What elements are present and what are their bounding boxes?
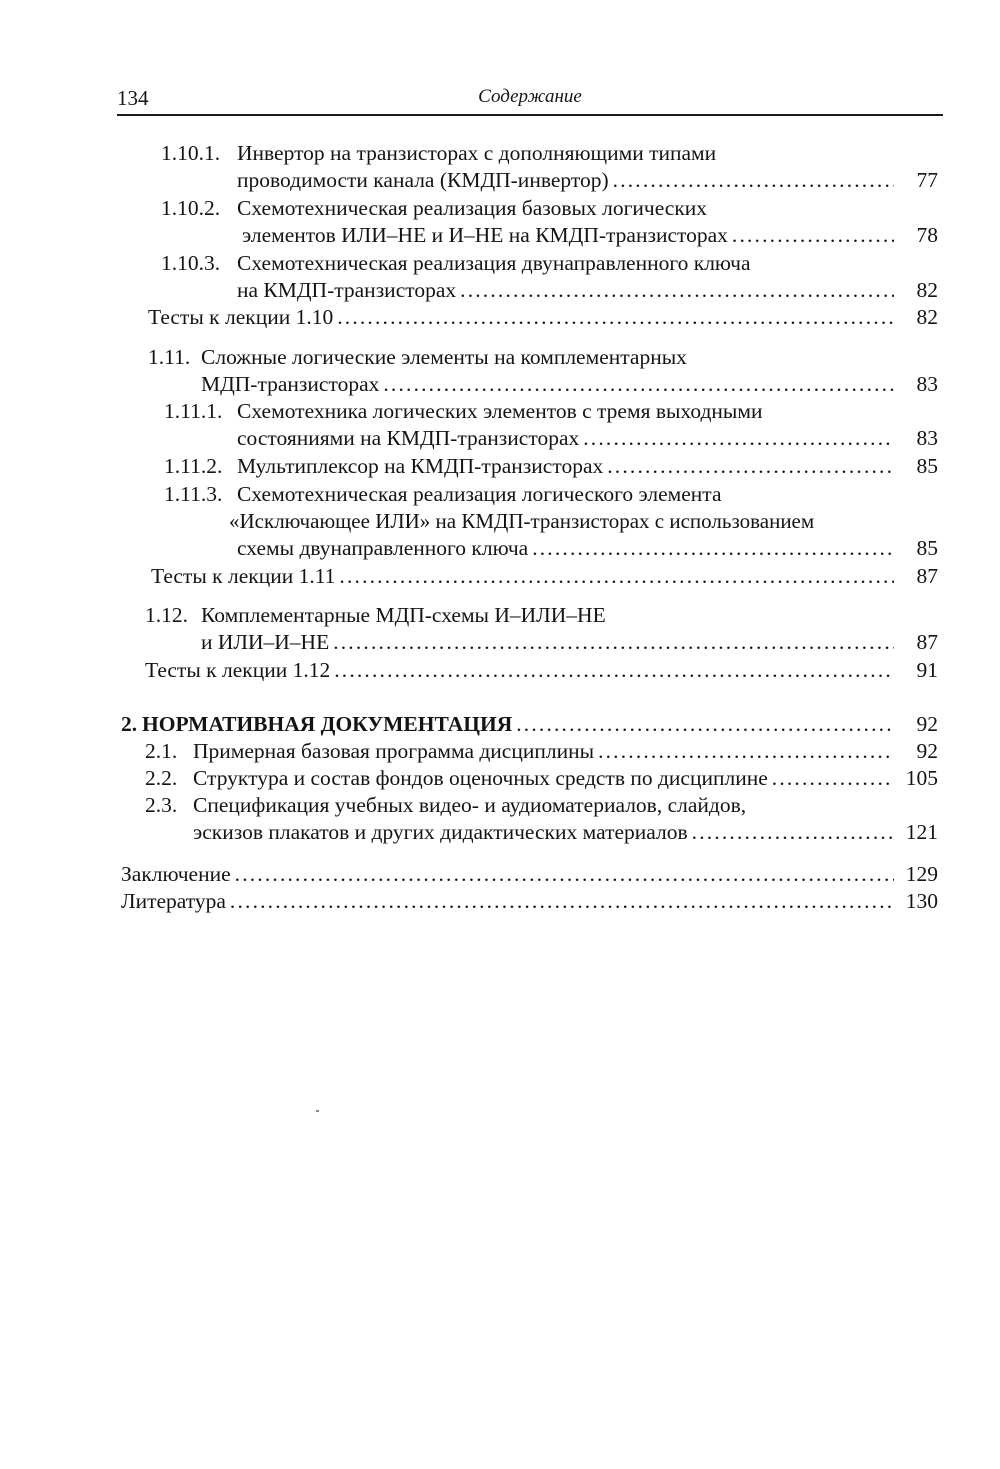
dot-leader [692,818,894,846]
toc-entry-number: 1.10.3. [161,251,221,275]
toc-entry-title: элементов ИЛИ–НЕ и И–НЕ на КМДП-транзисторах [242,223,728,247]
toc-entry-1-10-3-cont[interactable] [0,276,1000,304]
toc-page-number: 87 [916,564,938,588]
toc-entry-1-10-2-cont[interactable] [0,221,1000,249]
toc-page-number: 129 [905,862,938,886]
toc-entry-title: Литература [121,889,226,913]
toc-page-number: 130 [905,889,938,913]
toc-entry-2-2[interactable] [0,764,1000,792]
toc-entry-title: Тесты к лекции 1.10 [148,305,334,329]
dot-leader [732,221,894,249]
toc-leader-line [237,452,898,480]
dot-leader [460,276,894,304]
toc-leader-line [237,276,898,304]
dot-leader [598,737,894,765]
toc-entry-1-11-cont[interactable] [0,370,1000,398]
toc-entry-title: «Исключающее ИЛИ» на КМДП-транзисторах с использованием [229,509,815,533]
toc-leader-line [201,628,898,656]
toc-entry-title: проводимости канала (КМДП-инвертор) [237,168,609,192]
toc-entry-1-11-1[interactable] [0,397,1000,425]
toc-entry-title: и ИЛИ–И–НЕ [201,630,330,654]
dot-leader [532,534,894,562]
toc-entry-title: Спецификация учебных видео- и аудиоматериалов, слайдов, [193,793,747,817]
toc-leader-line [242,221,898,249]
dot-leader [339,562,894,590]
toc-page-number: 77 [916,168,938,192]
toc-page-number: 92 [916,712,938,736]
toc-entry-1-12-cont[interactable] [0,628,1000,656]
toc-entry-number: 2.3. [145,793,178,817]
toc-entry-title: Тесты к лекции 1.11 [151,564,336,588]
toc-entry-title: Сложные логические элементы на комплементарных [201,345,687,369]
toc-leader-line [201,370,898,398]
toc-leader-line [145,656,898,684]
toc-leader-line [121,887,898,915]
toc-leader-line [151,562,898,590]
toc-entry-number: 2.2. [145,766,178,790]
toc-entry-number: 1.11.3. [164,482,223,506]
toc-entry-number: 1.11. [148,345,191,369]
toc-entry-1-11-3-cont[interactable] [0,507,1000,535]
dot-leader [235,860,894,888]
toc-page-number: 83 [916,426,938,450]
toc-entry-1-10-2[interactable] [0,194,1000,222]
toc-entry-title: Примерная базовая программа дисциплины [193,739,595,763]
toc-leader-line [237,424,898,452]
toc-entry-1-10-1-cont[interactable] [0,166,1000,194]
dot-leader [607,452,894,480]
toc-entry-title: НОРМАТИВНАЯ ДОКУМЕНТАЦИЯ [142,712,513,736]
dot-leader [337,303,894,331]
toc-leader-line [193,737,898,765]
toc-entry-1-12[interactable] [0,601,1000,629]
toc-page-number: 105 [905,766,938,790]
toc-entry-title: МДП-транзисторах [201,372,380,396]
stray-print-mark [316,1110,319,1112]
toc-section-2[interactable] [0,710,1000,738]
toc-page-number: 82 [916,305,938,329]
dot-leader [583,424,894,452]
dot-leader [230,887,894,915]
toc-entry-title: схемы двунаправленного ключа [237,536,529,560]
dot-leader [516,710,894,738]
toc-entry-1-11-1-cont[interactable] [0,424,1000,452]
toc-page-number: 78 [916,223,938,247]
toc-page-number: 83 [916,372,938,396]
toc-leader-line [193,818,898,846]
toc-entry-title: Инвертор на транзисторах с дополняющими типами [237,141,717,165]
running-title: Содержание [478,86,582,107]
toc-page-number: 91 [916,658,938,682]
toc-entry-1-10-3[interactable] [0,249,1000,277]
toc-page-number: 92 [916,739,938,763]
toc-entry-number: 1.12. [145,603,188,627]
toc-entry-tests-1-12[interactable] [0,656,1000,684]
toc-page-number: 85 [916,454,938,478]
toc-leader-line [121,860,898,888]
toc-leader-line [193,764,898,792]
toc-entry-number: 2.1. [145,739,178,763]
toc-entry-tests-1-11[interactable] [0,562,1000,590]
toc-page-number: 87 [916,630,938,654]
toc-entry-1-11-2[interactable] [0,452,1000,480]
toc-leader-line [142,710,898,738]
toc-entry-title: на КМДП-транзисторах [237,278,457,302]
toc-entry-title: Заключение [121,862,231,886]
toc-leader-line [237,534,898,562]
toc-entry-title: Структура и состав фондов оценочных средств по дисциплине [193,766,768,790]
toc-entry-1-10-1[interactable] [0,139,1000,167]
dot-leader [334,656,894,684]
toc-entry-2-3-cont[interactable] [0,818,1000,846]
toc-page-number: 85 [916,536,938,560]
toc-entry-title: Комплементарные МДП-схемы И–ИЛИ–НЕ [201,603,606,627]
toc-entry-title: состояниями на КМДП-транзисторах [237,426,580,450]
dot-leader [383,370,894,398]
toc-entry-2-1[interactable] [0,737,1000,765]
dot-leader [772,764,894,792]
page-number: 134 [117,86,149,110]
toc-entry-1-11-3-cont2[interactable] [0,534,1000,562]
toc-entry-number: 1.11.2. [164,454,223,478]
toc-page-number: 82 [916,278,938,302]
toc-entry-tests-1-10[interactable] [0,303,1000,331]
toc-entry-number: 1.11.1. [164,399,223,423]
toc-entry-title: Тесты к лекции 1.12 [145,658,331,682]
toc-entry-1-11[interactable] [0,343,1000,371]
toc-entry-number: 1.10.2. [161,196,221,220]
toc-entry-title: эскизов плакатов и других дидактических материалов [193,820,688,844]
toc-page-number: 121 [905,820,938,844]
toc-entry-conclusion[interactable] [0,860,1000,888]
dot-leader [333,628,894,656]
toc-entry-literature[interactable] [0,887,1000,915]
toc-entry-title: Схемотехническая реализация логического элемента [237,482,722,506]
dot-leader [613,166,894,194]
toc-entry-title: Мультиплексор на КМДП-транзисторах [237,454,604,478]
toc-entry-1-11-3[interactable] [0,480,1000,508]
toc-entry-2-3[interactable] [0,791,1000,819]
toc-entry-number: 1.10.1. [161,141,221,165]
toc-entry-title: Схемотехническая реализация базовых логических [237,196,708,220]
toc-entry-title: Схемотехническая реализация двунаправленного ключа [237,251,751,275]
toc-entry-number: 2. [121,712,138,736]
toc-entry-title: Схемотехника логических элементов с тремя выходными [237,399,763,423]
toc-leader-line [148,303,898,331]
toc-leader-line [237,166,898,194]
